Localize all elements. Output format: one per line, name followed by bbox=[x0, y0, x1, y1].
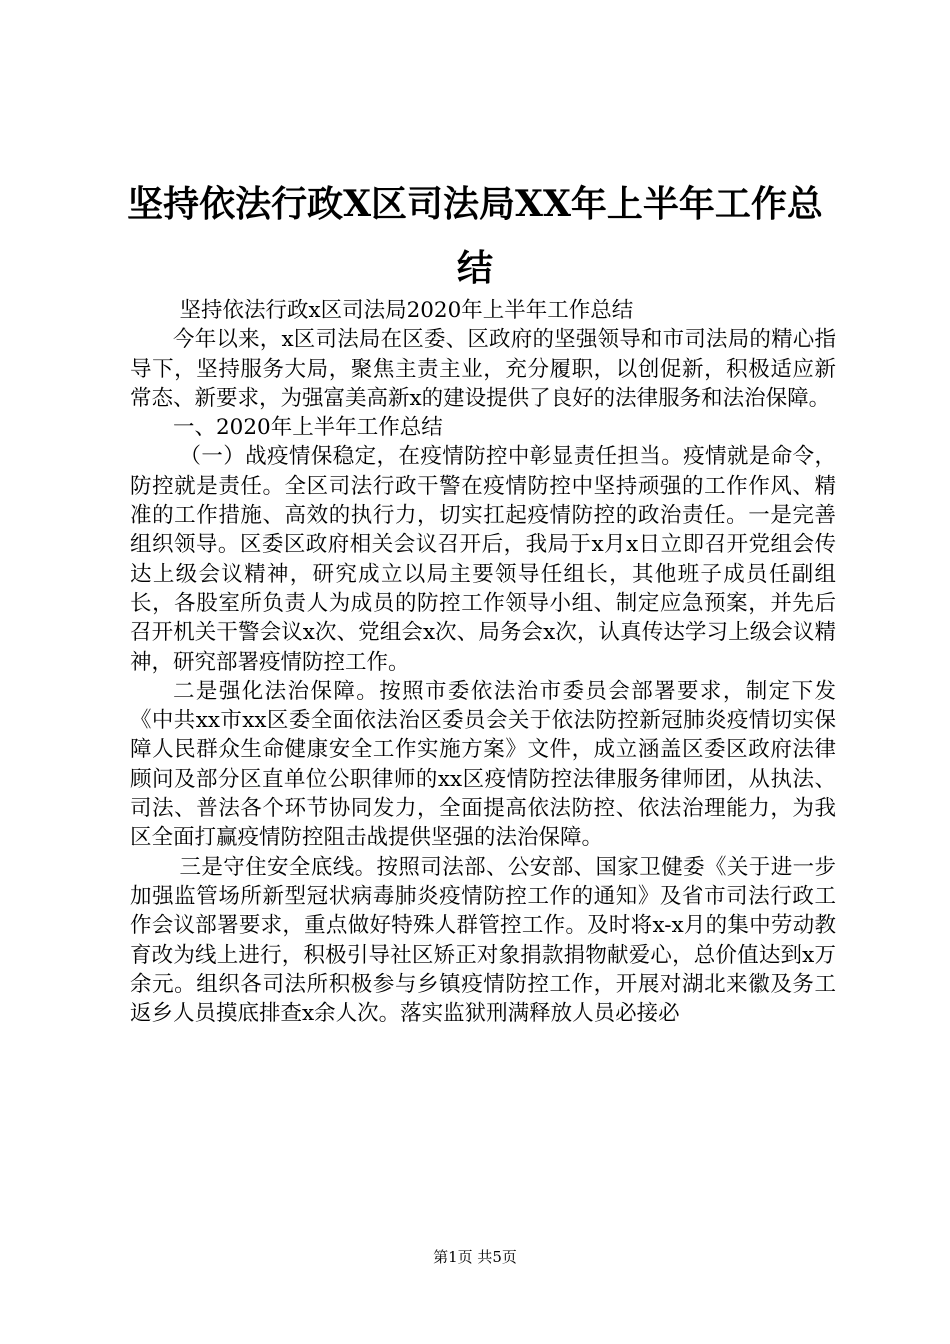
document-body bbox=[130, 296, 836, 1028]
document-subtitle: 坚持依法行政x区司法局2020年上半年工作总结 bbox=[179, 298, 634, 323]
paragraph-intro: 今年以来，x区司法局在区委、区政府的坚强领导和市司法局的精心指导下，坚持服务大局，聚焦主责主业，充分履职，以创促新，积极适应新常态、新要求，为强富美高新x的建设提供了良好的法律服务和法治保障。 bbox=[130, 327, 836, 411]
page-footer: 第1页 共5页 bbox=[433, 1248, 517, 1266]
document-title: 坚持依法行政X区司法局XX年上半年工作总结 bbox=[127, 183, 823, 289]
section-heading: 一、2020年上半年工作总结 bbox=[173, 415, 443, 441]
paragraph-epidemic: （一）战疫情保稳定，在疫情防控中彰显责任担当。疫情就是命令，防控就是责任。全区司法行政干警在疫情防控中坚持顽强的工作作风、精准的工作措施、高效的执行力，切实扛起疫情防控的政治责任。一是完善组织领导。区委区政府相关会议召开后，我局于x月x日立即召开党组会传达上级会议精神，研究成立以局主要领导任组长，其他班子成员任副组长，各股室所负责人为成员的防控工作领导小组、制定应急预案，并先后召开机关干警会议x次、党组会x次、局务会x次，认真传达学习上级会议精神，研究部署疫情防控工作。 bbox=[130, 444, 836, 675]
paragraph-safety: 三是守住安全底线。按照司法部、公安部、国家卫健委《关于进一步加强监管场所新型冠状病毒肺炎疫情防控工作的通知》及省市司法行政工作会议部署要求，重点做好特殊人群管控工作。及时将x-x月的集中劳动教育改为线上进行，积极引导社区矫正对象捐款捐物献爱心，总价值达到x万余元。组织各司法所积极参与乡镇疫情防控工作，开展对湖北来徽及务工返乡人员摸底排查x余人次。落实监狱刑满释放人员必接必 bbox=[130, 854, 836, 1027]
paragraph-legal-guarantee: 二是强化法治保障。按照市委依法治市委员会部署要求，制定下发《中共xx市xx区委全面依法治区委员会关于依法防控新冠肺炎疫情切实保障人民群众生命健康安全工作实施方案》文件，成立涵盖区委区政府法律顾问及部分区直单位公职律师的xx区疫情防控法律服务律师团，从执法、司法、普法各个环节协同发力，全面提高依法防控、依法治理能力，为我区全面打赢疫情防控阻击战提供坚强的法治保障。 bbox=[130, 678, 836, 851]
